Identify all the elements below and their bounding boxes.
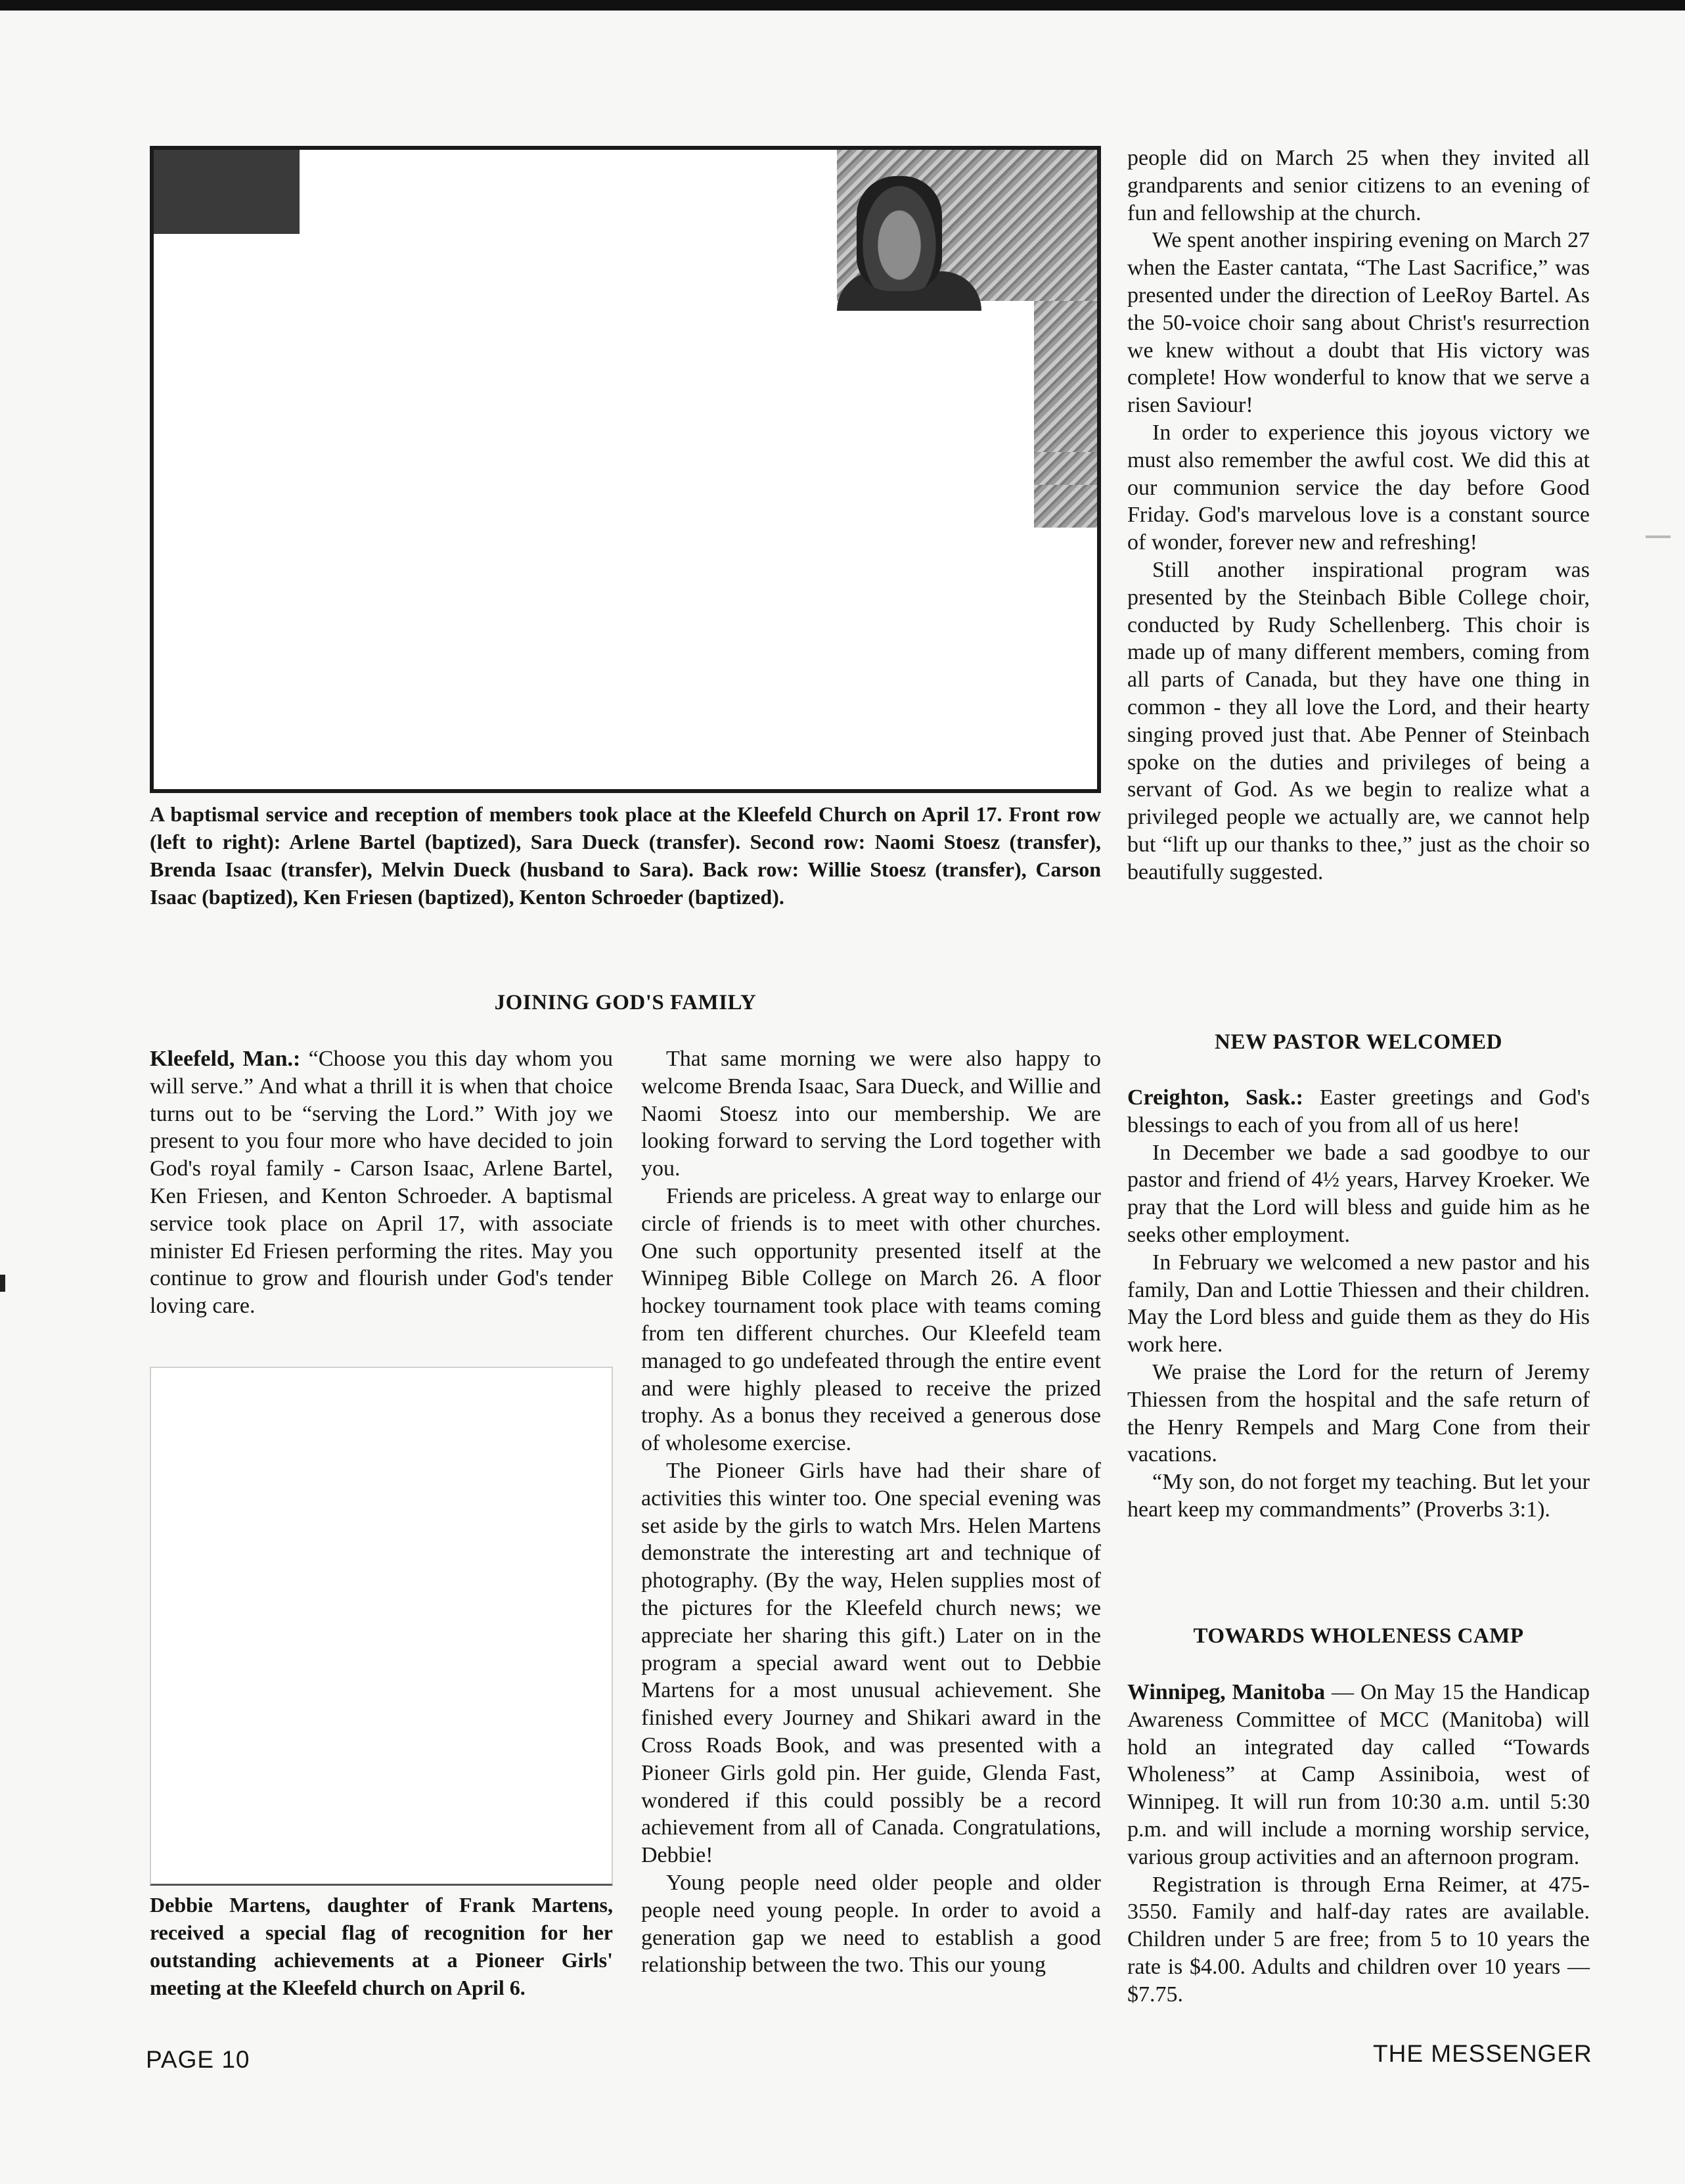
publication-name: THE MESSENGER <box>1373 2040 1592 2067</box>
article-paragraph: We spent another inspiring evening on March 27 when the Easter cantata, “The Last Sacrifice,” was presented under the direction of LeeRoy Bartel. As the 50-voice choir sang about Christ's resurrection we knew without a doubt that His victory was complete! How wonderful to know that we serve a risen Saviour! <box>1127 228 1590 418</box>
paragraph-text: — On May 15 the Handicap Awareness Committee of MCC (Manitoba) will hold an integrated day called “Towards Wholeness” at Camp Assiniboia, west of Winnipeg. It will run from 10:30 a.m. until 5:30 p.m. and will include a morning worship service, various group activities and an afternoon program. <box>1127 1680 1590 1869</box>
article-paragraph <box>150 1045 613 1320</box>
baptism-group-photo <box>150 146 1101 793</box>
debbie-martens-photo <box>150 1367 613 1886</box>
dateline-kleefeld: Kleefeld, Man.: <box>150 1047 301 1071</box>
paragraph-text: Easter greetings and God's blessings to each of you from all of us here! <box>1127 1085 1590 1137</box>
margin-speck <box>1646 535 1671 538</box>
headline-towards-wholeness-camp: TOWARDS WHOLENESS CAMP <box>1193 1624 1524 1648</box>
column-2-text <box>641 1045 1101 1979</box>
page-number: PAGE 10 <box>146 2046 250 2073</box>
photo-redaction <box>837 445 1034 793</box>
dateline-winnipeg: Winnipeg, Manitoba <box>1127 1680 1326 1704</box>
headline-new-pastor-welcomed: NEW PASTOR WELCOMED <box>1215 1030 1502 1054</box>
person-face <box>857 176 942 291</box>
margin-mark <box>0 1275 5 1292</box>
article-paragraph: We praise the Lord for the return of Jeremy Thiessen from the hospital and the safe return of the Henry Rempels and Marg Cone from their vacations. <box>1127 1359 1590 1467</box>
photo-dark-corner <box>154 150 300 234</box>
article-paragraph <box>1127 1679 1590 1871</box>
new-pastor-article <box>1127 1084 1590 1524</box>
headline-joining-gods-family: JOINING GOD'S FAMILY <box>494 991 757 1014</box>
debbie-photo-caption: Debbie Martens, daughter of Frank Martens, received a special flag of recognition for her outstanding achievements at a Pioneer Girls' meeting at the Kleefeld church on April 6. <box>150 1893 613 1999</box>
column-3-continuation <box>1127 145 1590 886</box>
brick-wall-texture <box>1034 301 1101 528</box>
article-paragraph: people did on March 25 when they invited all grandparents and senior citizens to an evening of fun and fellowship at the church. <box>1127 146 1590 225</box>
dateline-creighton: Creighton, Sask.: <box>1127 1085 1303 1110</box>
article-paragraph: “My son, do not forget my teaching. But let your heart keep my commandments” (Proverbs 3:1). <box>1127 1470 1590 1522</box>
article-paragraph <box>1127 1084 1590 1139</box>
top-border-rule <box>0 0 1685 11</box>
article-paragraph: Still another inspirational program was presented by the Steinbach Bible College choir, conducted by Rudy Schellenberg. This choir is made up of many different members, coming from all parts of Canada, but they have one thing in common - they all love the Lord, and their hearty singing proved just that. Abe Penner of Steinbach spoke on the duties and privileges of being a servant of God. As we begin to realize what a privileged people we actually are, we cannot help but “lift up our thanks to thee,” just as the choir so beautifully suggested. <box>1127 557 1590 884</box>
article-paragraph: Friends are priceless. A great way to enlarge our circle of friends is to meet with other churches. One such opportunity presented itself at the Winnipeg Bible College on March 26. A floor hockey tournament took place with teams coming from ten different churches. Our Kleefeld team managed to go undefeated through the entire event and were highly pleased to receive the prized trophy. As a bonus they received a generous dose of wholesome exercise. <box>641 1183 1101 1456</box>
article-paragraph: In December we bade a sad goodbye to our pastor and friend of 4½ years, Harvey Kroeker. We pray that the Lord will bless and guide him as he seeks other employment. <box>1127 1140 1590 1247</box>
photo-redaction <box>154 234 837 793</box>
article-paragraph: That same morning we were also happy to welcome Brenda Isaac, Sara Dueck, and Willie and Naomi Stoesz into our membership. We are looking forward to serving the Lord together with you. <box>641 1047 1101 1181</box>
paragraph-text: “Choose you this day whom you will serve.” And what a thrill it is when that choice turns out to be “serving the Lord.” With joy we present to you four more who have decided to join God's royal family - Carson Isaac, Arlene Bartel, Ken Friesen, and Kenton Schroeder. A baptismal service took place on April 17, with associate minister Ed Friesen performing the rites. May you continue to grow and flourish under God's tender loving care. <box>150 1047 613 1319</box>
column-1-text <box>150 1045 613 1320</box>
article-paragraph: Young people need older people and older people need young people. In order to avoid a generation gap we need to establish a good relationship between the two. This our young <box>641 1870 1101 1978</box>
article-paragraph: In February we welcomed a new pastor and his family, Dan and Lottie Thiessen and their children. May the Lord bless and guide them as they do His work here. <box>1127 1250 1590 1357</box>
baptism-photo-caption: A baptismal service and reception of members took place at the Kleefeld Church on April 17. Front row (left to right): Arlene Bartel (baptized), Sara Dueck (transfer). Second row: Naomi Stoesz (transfer), Brenda Isaac (transfer), Melvin Dueck (husband to Sara). Back row: Willie Stoesz (transfer), Carson Isaac (baptized), Ken Friesen (baptized), Kenton Schroeder (baptized). <box>150 802 1101 909</box>
photo-redaction <box>876 301 1034 452</box>
article-paragraph: In order to experience this joyous victory we must also remember the awful cost. We did this at our communion service the day before Good Friday. God's marvelous love is a constant source of wonder, forever new and refreshing! <box>1127 420 1590 555</box>
article-paragraph: The Pioneer Girls have had their share of activities this winter too. One special evening was set aside by the girls to watch Mrs. Helen Martens demonstrate the interesting art and technique of photography. (By the way, Helen supplies most of the pictures for the Kleefeld church news; we appreciate her sharing this gift.) Later on in the program a special award went out to Debbie Martens for a most unusual achievement. She finished every Journey and Shikari award in the Cross Roads Book, and was presented with a Pioneer Girls gold pin. Her guide, Glenda Fast, wondered if this could possibly be a record achievement from all of Canada. Congratulations, Debbie! <box>641 1458 1101 1868</box>
photo-redaction <box>1034 528 1101 793</box>
photo-redaction <box>837 301 876 445</box>
camp-article <box>1127 1679 1590 2009</box>
article-paragraph: Registration is through Erna Reimer, at 475-3550. Family and half-day rates are available. Children under 5 are free; from 5 to 10 years the rate is $4.00. Adults and children over 10 years — $7.75. <box>1127 1872 1590 2007</box>
